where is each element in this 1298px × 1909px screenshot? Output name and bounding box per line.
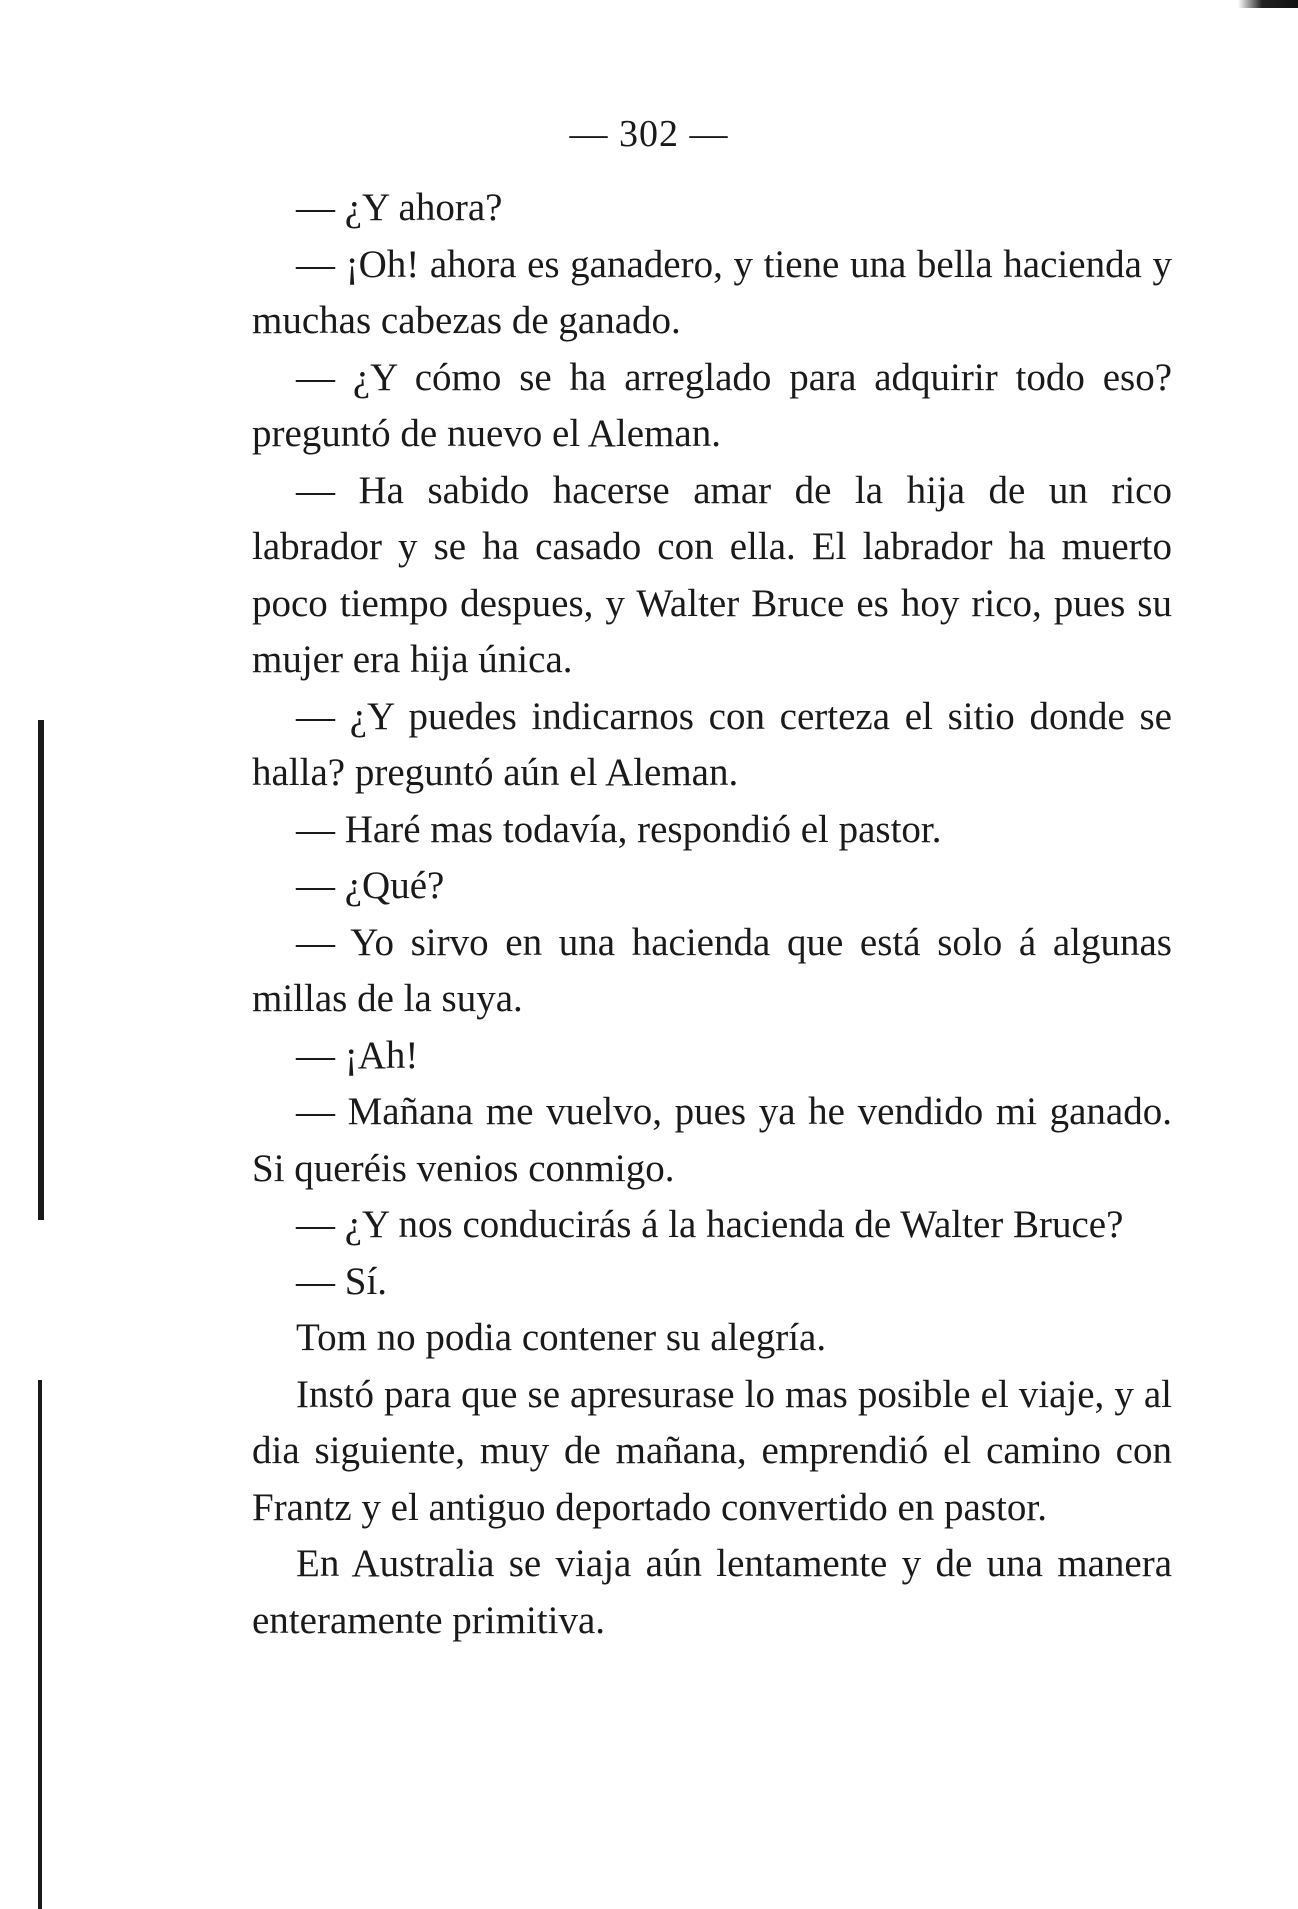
paragraph: — Sí.	[296, 1259, 388, 1303]
paragraph: — Ha sabido hacerse amar de la hija de un rico labrador y se ha casado con ella. El labrador ha muerto poco tiempo despues, y Walter Bruce es hoy rico, pues su mujer era hija única.	[252, 468, 1172, 681]
paragraph: — ¡Oh! ahora es ganadero, y tiene una bella hacienda y muchas cabezas de ganado.	[252, 242, 1172, 342]
paragraph: — ¿Y cómo se ha arreglado para adquirir todo eso? preguntó de nuevo el Aleman.	[252, 355, 1172, 455]
body-text	[252, 180, 1172, 1649]
binding-edge-mark	[38, 1380, 42, 1909]
scan-corner-mark	[1238, 0, 1298, 8]
paragraph: — Yo sirvo en una hacienda que está solo á algunas millas de la suya.	[252, 920, 1172, 1020]
page-number: — 302 —	[569, 113, 729, 155]
paragraph: — ¡Ah!	[296, 1033, 419, 1077]
paragraph: — ¿Y ahora?	[296, 186, 503, 229]
binding-edge-mark	[38, 720, 44, 1220]
paragraph: — ¿Qué?	[296, 864, 445, 907]
paragraph: — Mañana me vuelvo, pues ya he vendido mi ganado. Si queréis venios conmigo.	[252, 1090, 1172, 1190]
paragraph: En Australia se viaja aún lentamente y de una manera enteramente primitiva.	[252, 1542, 1172, 1642]
paragraph: Tom no podia contener su alegría.	[296, 1316, 827, 1359]
paragraph: — ¿Y puedes indicarnos con certeza el sitio donde se halla? preguntó aún el Aleman.	[252, 694, 1172, 794]
paragraph: — Haré mas todavía, respondió el pastor.	[296, 807, 942, 851]
paragraph: Instó para que se apresurase lo mas posible el viaje, y al dia siguiente, muy de mañana, emprendió el camino con Frantz y el antiguo deportado convertido en pastor.	[252, 1372, 1172, 1529]
paragraph: — ¿Y nos conducirás á la hacienda de Walter Bruce?	[296, 1203, 1124, 1246]
